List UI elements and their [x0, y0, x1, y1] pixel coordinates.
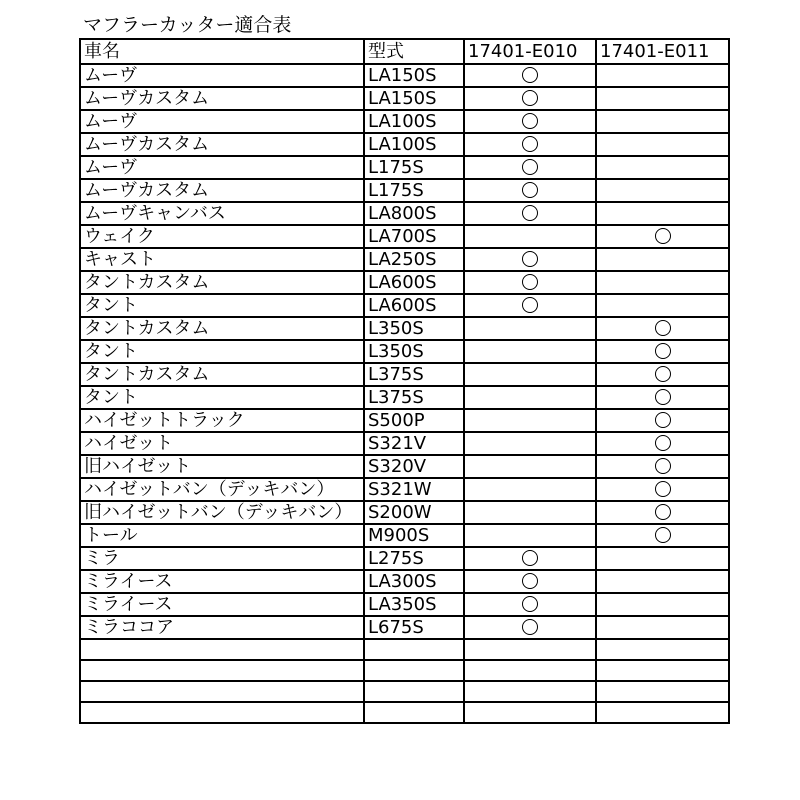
fit-circle-icon — [522, 182, 538, 198]
model-code-cell: S500P — [364, 409, 464, 432]
model-code-cell: LA600S — [364, 271, 464, 294]
vehicle-name-cell: キャスト — [80, 248, 364, 271]
fit-mark-cell-e010 — [464, 248, 596, 271]
model-code-cell: LA100S — [364, 133, 464, 156]
fit-circle-icon — [655, 458, 671, 474]
fit-mark-cell-e011 — [596, 340, 729, 363]
fit-mark-cell-e010 — [464, 455, 596, 478]
fit-mark-cell-e010 — [464, 133, 596, 156]
fit-mark-cell-e010 — [464, 593, 596, 616]
model-code-cell: LA250S — [364, 248, 464, 271]
fit-mark-cell-e010 — [464, 478, 596, 501]
fit-circle-icon — [522, 205, 538, 221]
vehicle-name-cell: 旧ハイゼット — [80, 455, 364, 478]
fit-circle-icon — [522, 67, 538, 83]
model-code-cell: S321V — [364, 432, 464, 455]
fit-mark-cell-e010 — [464, 702, 596, 723]
fit-mark-cell-e011 — [596, 639, 729, 660]
header-part-e011: 17401-E011 — [596, 39, 729, 64]
model-code-cell — [364, 639, 464, 660]
vehicle-name-cell: ミラ — [80, 547, 364, 570]
table-row — [80, 179, 729, 202]
header-vehicle-name: 車名 — [80, 39, 364, 64]
fit-mark-cell-e011 — [596, 110, 729, 133]
model-code-cell: LA100S — [364, 110, 464, 133]
vehicle-name-cell: ムーヴカスタム — [80, 179, 364, 202]
vehicle-name-cell: 旧ハイゼットバン（デッキバン） — [80, 501, 364, 524]
fit-circle-icon — [522, 619, 538, 635]
table-row — [80, 681, 729, 702]
model-code-cell: L375S — [364, 386, 464, 409]
model-code-cell: LA350S — [364, 593, 464, 616]
fit-circle-icon — [655, 366, 671, 382]
vehicle-name-cell — [80, 660, 364, 681]
fit-circle-icon — [522, 113, 538, 129]
table-row — [80, 547, 729, 570]
fit-mark-cell-e010 — [464, 660, 596, 681]
vehicle-name-cell: ムーヴキャンバス — [80, 202, 364, 225]
vehicle-name-cell: ミライース — [80, 593, 364, 616]
fit-mark-cell-e011 — [596, 363, 729, 386]
fit-circle-icon — [522, 251, 538, 267]
table-row — [80, 87, 729, 110]
fit-mark-cell-e011 — [596, 225, 729, 248]
table-row — [80, 455, 729, 478]
table-row — [80, 660, 729, 681]
vehicle-name-cell: タント — [80, 294, 364, 317]
model-code-cell — [364, 660, 464, 681]
fit-mark-cell-e011 — [596, 478, 729, 501]
table-body — [80, 64, 729, 723]
fit-mark-cell-e010 — [464, 317, 596, 340]
table-row — [80, 432, 729, 455]
vehicle-name-cell: タントカスタム — [80, 363, 364, 386]
vehicle-name-cell: トール — [80, 524, 364, 547]
header-model-code: 型式 — [364, 39, 464, 64]
fit-mark-cell-e010 — [464, 64, 596, 87]
fit-mark-cell-e010 — [464, 340, 596, 363]
fit-circle-icon — [655, 412, 671, 428]
vehicle-name-cell: タント — [80, 386, 364, 409]
fit-mark-cell-e010 — [464, 156, 596, 179]
table-row — [80, 202, 729, 225]
fit-mark-cell-e011 — [596, 455, 729, 478]
fit-mark-cell-e011 — [596, 660, 729, 681]
vehicle-name-cell: ムーヴカスタム — [80, 133, 364, 156]
fit-mark-cell-e011 — [596, 156, 729, 179]
fit-mark-cell-e011 — [596, 386, 729, 409]
table-row — [80, 570, 729, 593]
model-code-cell — [364, 681, 464, 702]
fit-mark-cell-e010 — [464, 639, 596, 660]
table-row — [80, 501, 729, 524]
vehicle-name-cell — [80, 681, 364, 702]
fit-mark-cell-e010 — [464, 501, 596, 524]
model-code-cell: L375S — [364, 363, 464, 386]
vehicle-name-cell: ムーヴカスタム — [80, 87, 364, 110]
fit-circle-icon — [655, 527, 671, 543]
fit-mark-cell-e011 — [596, 547, 729, 570]
fit-circle-icon — [655, 228, 671, 244]
table-row — [80, 294, 729, 317]
vehicle-name-cell: タントカスタム — [80, 271, 364, 294]
fit-mark-cell-e010 — [464, 363, 596, 386]
vehicle-name-cell: ムーヴ — [80, 64, 364, 87]
table-row — [80, 317, 729, 340]
model-code-cell: L675S — [364, 616, 464, 639]
fit-circle-icon — [522, 297, 538, 313]
fit-mark-cell-e011 — [596, 702, 729, 723]
fit-mark-cell-e011 — [596, 294, 729, 317]
model-code-cell: LA150S — [364, 87, 464, 110]
vehicle-name-cell: ムーヴ — [80, 110, 364, 133]
table-row — [80, 64, 729, 87]
fit-circle-icon — [522, 596, 538, 612]
header-part-e010: 17401-E010 — [464, 39, 596, 64]
vehicle-name-cell: タントカスタム — [80, 317, 364, 340]
fit-circle-icon — [655, 320, 671, 336]
table-row — [80, 156, 729, 179]
fit-mark-cell-e011 — [596, 501, 729, 524]
table-row — [80, 133, 729, 156]
vehicle-name-cell: タント — [80, 340, 364, 363]
table-row — [80, 340, 729, 363]
fit-mark-cell-e011 — [596, 616, 729, 639]
fit-circle-icon — [522, 159, 538, 175]
fit-circle-icon — [655, 343, 671, 359]
fit-mark-cell-e010 — [464, 570, 596, 593]
model-code-cell: S200W — [364, 501, 464, 524]
fit-mark-cell-e010 — [464, 386, 596, 409]
fit-circle-icon — [522, 136, 538, 152]
model-code-cell: LA150S — [364, 64, 464, 87]
model-code-cell: L175S — [364, 156, 464, 179]
fit-mark-cell-e011 — [596, 202, 729, 225]
fit-mark-cell-e010 — [464, 616, 596, 639]
fit-mark-cell-e011 — [596, 317, 729, 340]
fit-mark-cell-e010 — [464, 547, 596, 570]
vehicle-name-cell: ウェイク — [80, 225, 364, 248]
fit-mark-cell-e011 — [596, 524, 729, 547]
fit-circle-icon — [655, 504, 671, 520]
header-row — [80, 39, 729, 64]
vehicle-name-cell: ムーヴ — [80, 156, 364, 179]
fit-mark-cell-e010 — [464, 432, 596, 455]
table-row — [80, 225, 729, 248]
table-row — [80, 409, 729, 432]
model-code-cell — [364, 702, 464, 723]
table-row — [80, 248, 729, 271]
fit-mark-cell-e011 — [596, 133, 729, 156]
model-code-cell: LA300S — [364, 570, 464, 593]
vehicle-name-cell: ハイゼットトラック — [80, 409, 364, 432]
fit-mark-cell-e011 — [596, 248, 729, 271]
fit-circle-icon — [655, 389, 671, 405]
table-row — [80, 386, 729, 409]
fit-mark-cell-e011 — [596, 64, 729, 87]
fit-circle-icon — [522, 274, 538, 290]
fit-circle-icon — [655, 481, 671, 497]
fit-mark-cell-e010 — [464, 110, 596, 133]
page-title: マフラーカッター適合表 — [83, 14, 292, 36]
fit-mark-cell-e011 — [596, 681, 729, 702]
fit-mark-cell-e011 — [596, 87, 729, 110]
fit-mark-cell-e010 — [464, 179, 596, 202]
model-code-cell: LA700S — [364, 225, 464, 248]
vehicle-name-cell — [80, 702, 364, 723]
fit-mark-cell-e011 — [596, 432, 729, 455]
table-row — [80, 639, 729, 660]
vehicle-name-cell: ミラココア — [80, 616, 364, 639]
table-row — [80, 363, 729, 386]
fit-mark-cell-e010 — [464, 87, 596, 110]
fit-mark-cell-e010 — [464, 271, 596, 294]
fit-mark-cell-e011 — [596, 271, 729, 294]
table-row — [80, 524, 729, 547]
fit-mark-cell-e010 — [464, 524, 596, 547]
table-row — [80, 478, 729, 501]
fit-mark-cell-e010 — [464, 294, 596, 317]
fit-circle-icon — [522, 573, 538, 589]
model-code-cell: S321W — [364, 478, 464, 501]
fit-circle-icon — [522, 550, 538, 566]
fit-mark-cell-e010 — [464, 202, 596, 225]
table-row — [80, 110, 729, 133]
fit-mark-cell-e011 — [596, 409, 729, 432]
model-code-cell: LA800S — [364, 202, 464, 225]
fit-mark-cell-e010 — [464, 681, 596, 702]
table-row — [80, 616, 729, 639]
model-code-cell: M900S — [364, 524, 464, 547]
table-row — [80, 702, 729, 723]
vehicle-name-cell — [80, 639, 364, 660]
vehicle-name-cell: ハイゼットバン（デッキバン） — [80, 478, 364, 501]
model-code-cell: L275S — [364, 547, 464, 570]
fit-mark-cell-e010 — [464, 409, 596, 432]
table-row — [80, 593, 729, 616]
model-code-cell: LA600S — [364, 294, 464, 317]
model-code-cell: S320V — [364, 455, 464, 478]
fit-circle-icon — [655, 435, 671, 451]
model-code-cell: L350S — [364, 317, 464, 340]
fit-mark-cell-e011 — [596, 593, 729, 616]
fit-mark-cell-e011 — [596, 570, 729, 593]
fit-mark-cell-e010 — [464, 225, 596, 248]
fit-circle-icon — [522, 90, 538, 106]
model-code-cell: L350S — [364, 340, 464, 363]
compatibility-table — [79, 38, 730, 724]
model-code-cell: L175S — [364, 179, 464, 202]
table-row — [80, 271, 729, 294]
vehicle-name-cell: ミライース — [80, 570, 364, 593]
fit-mark-cell-e011 — [596, 179, 729, 202]
vehicle-name-cell: ハイゼット — [80, 432, 364, 455]
